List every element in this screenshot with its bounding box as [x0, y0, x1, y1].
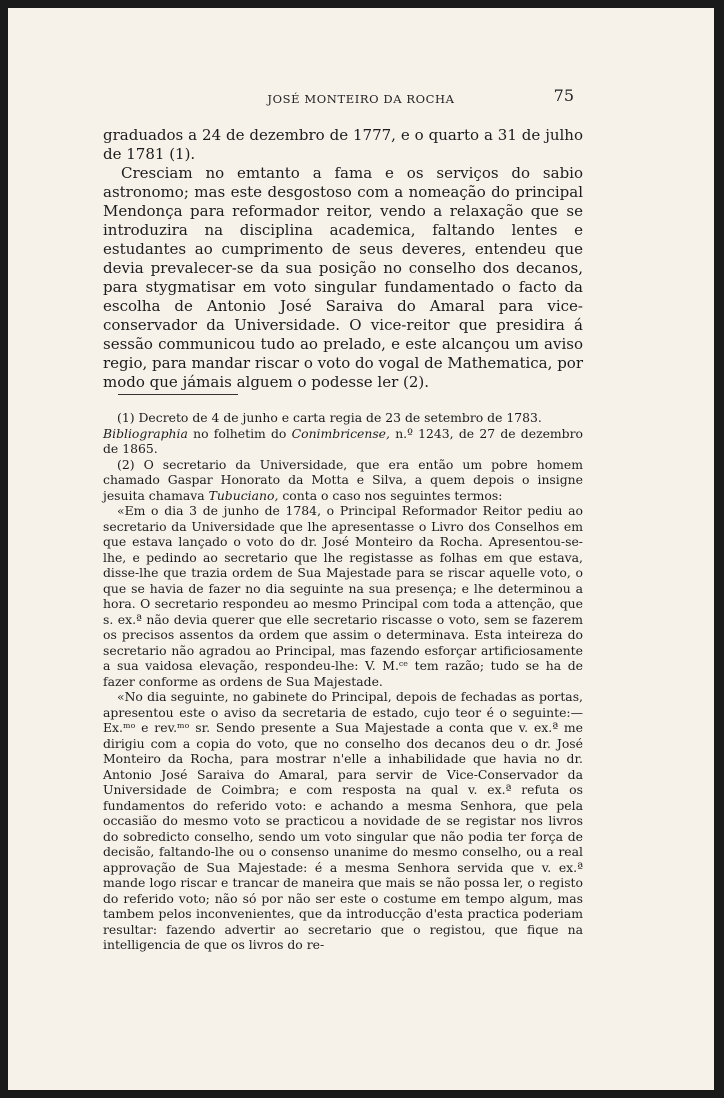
- footnote-quote: «No dia seguinte, no gabinete do Principal, depois de fechadas as portas, apresentou este o aviso da secretaria de estado, cujo teor é o seguinte:—Ex.ᵐᵒ e rev.ᵐᵒ sr. Sendo presente a Sua Majestade a conta que v. ex.ª me dirigiu com a copia do voto, que no conselho dos decanos deu o dr. José Monteiro da Rocha, para mostrar n'elle a inhabilidade que havia no dr. Antonio José Saraiva do Amaral, para servir de Vice-Conservador da Universidade de Coimbra; e com resposta na qual v. ex.ª refuta os fundamentos do referido voto: e achando a mesma Senhora, que pela occasião do mesmo voto se practicou a novidade de se registar nos livros do sobredicto conselho, sendo um voto singular que não podia ter força de decisão, faltando-lhe ou o consenso unanime do mesmo conselho, ou a real approvação de Sua Majestade: é a mesma Senhora servida que v. ex.ª mande logo riscar e trancar de maneira que mais se não possa ler, o registo do referido voto; não só por não ser este o costume em tempo algum, mas tambem pelos inconvenientes, que da introducção d'esta practica poderiam resultar: fazendo advertir ao secretario que o registou, que fique na intelligencia de que os livros do re-: [103, 689, 583, 952]
- book-page: [8, 8, 714, 1090]
- paragraph: Cresciam no emtanto a fama e os serviços do sabio astronomo; mas este desgostoso com a nomeação do principal Mendonça para reformador reitor, vendo a relaxação que se introduzira na disciplina academica, faltando lentes e estudantes ao cumprimento de seus deveres, entendeu que devia prevalecer-se da sua posição no conselho dos decanos, para stygmatisar em voto singular fundamentado o facto da escolha de Antonio José Saraiva do Amaral para vice-conservador da Universidade. O vice-reitor que presidira á sessão communicou tudo ao prelado, e este alcançou um aviso regio, para mandar riscar o voto do vogal de Mathematica, por modo que jámais alguem o podesse ler (2).: [103, 164, 583, 391]
- main-text: [103, 126, 583, 392]
- footnote-text: n.º 1243, de 27 de dezembro de 1865.: [103, 425, 583, 456]
- footnote-text: (2) O secretario da Universidade, que era então um pobre homem chamado Gaspar Honorato da Motta e Silva, a quem depois o insigne jesuita chamava: [103, 456, 583, 503]
- footnote-rule: [118, 394, 238, 395]
- footnote-quote: «Em o dia 3 de junho de 1784, o Principal Reformador Reitor pediu ao secretario da Universidade que lhe apresentasse o Livro dos Conselhos em que estava lançado o voto do dr. José Monteiro da Rocha. Apresentou-se-lhe, e pedindo ao secretario que lhe registasse as folhas em que estava, disse-lhe que trazia ordem de Sua Majestade para se riscar aquelle voto, o que se havia de fazer no dia seguinte na sua presença; e lhe determinou a hora. O secretario respondeu ao mesmo Principal com toda a attenção, que s. ex.ª não devia querer que elle secretario riscasse o voto, sem se fazerem os precisos assentos da ordem que assim o determinava. Esta inteireza do secretario não agradou ao Principal, mas fazendo esforçar artificiosamente a sua vaidosa elevação, respondeu-lhe: V. M.ᶜᵉ tem razão; tudo se ha de fazer conforme as ordens de Sua Majestade.: [103, 503, 583, 689]
- page-number: 75: [553, 86, 574, 105]
- footnote-text: (1) Decreto de 4 de junho e carta regia de 23 de setembro de 1783.: [117, 410, 542, 425]
- running-head: JOSÉ MONTEIRO DA ROCHA: [267, 92, 455, 106]
- footnote-italic: Tubuciano,: [208, 487, 279, 503]
- footnote-text: no folhetim do: [187, 425, 292, 441]
- paragraph: graduados a 24 de dezembro de 1777, e o quarto a 31 de julho de 1781 (1).: [103, 126, 583, 163]
- footnote-text: conta o caso nos seguintes termos:: [278, 487, 503, 503]
- footnote-italic: Conimbricense,: [291, 425, 390, 441]
- footnotes: [103, 410, 583, 953]
- footnote-1: [103, 410, 583, 457]
- footnote-2: [103, 457, 583, 504]
- footnote-italic: Bibliographia: [103, 425, 188, 441]
